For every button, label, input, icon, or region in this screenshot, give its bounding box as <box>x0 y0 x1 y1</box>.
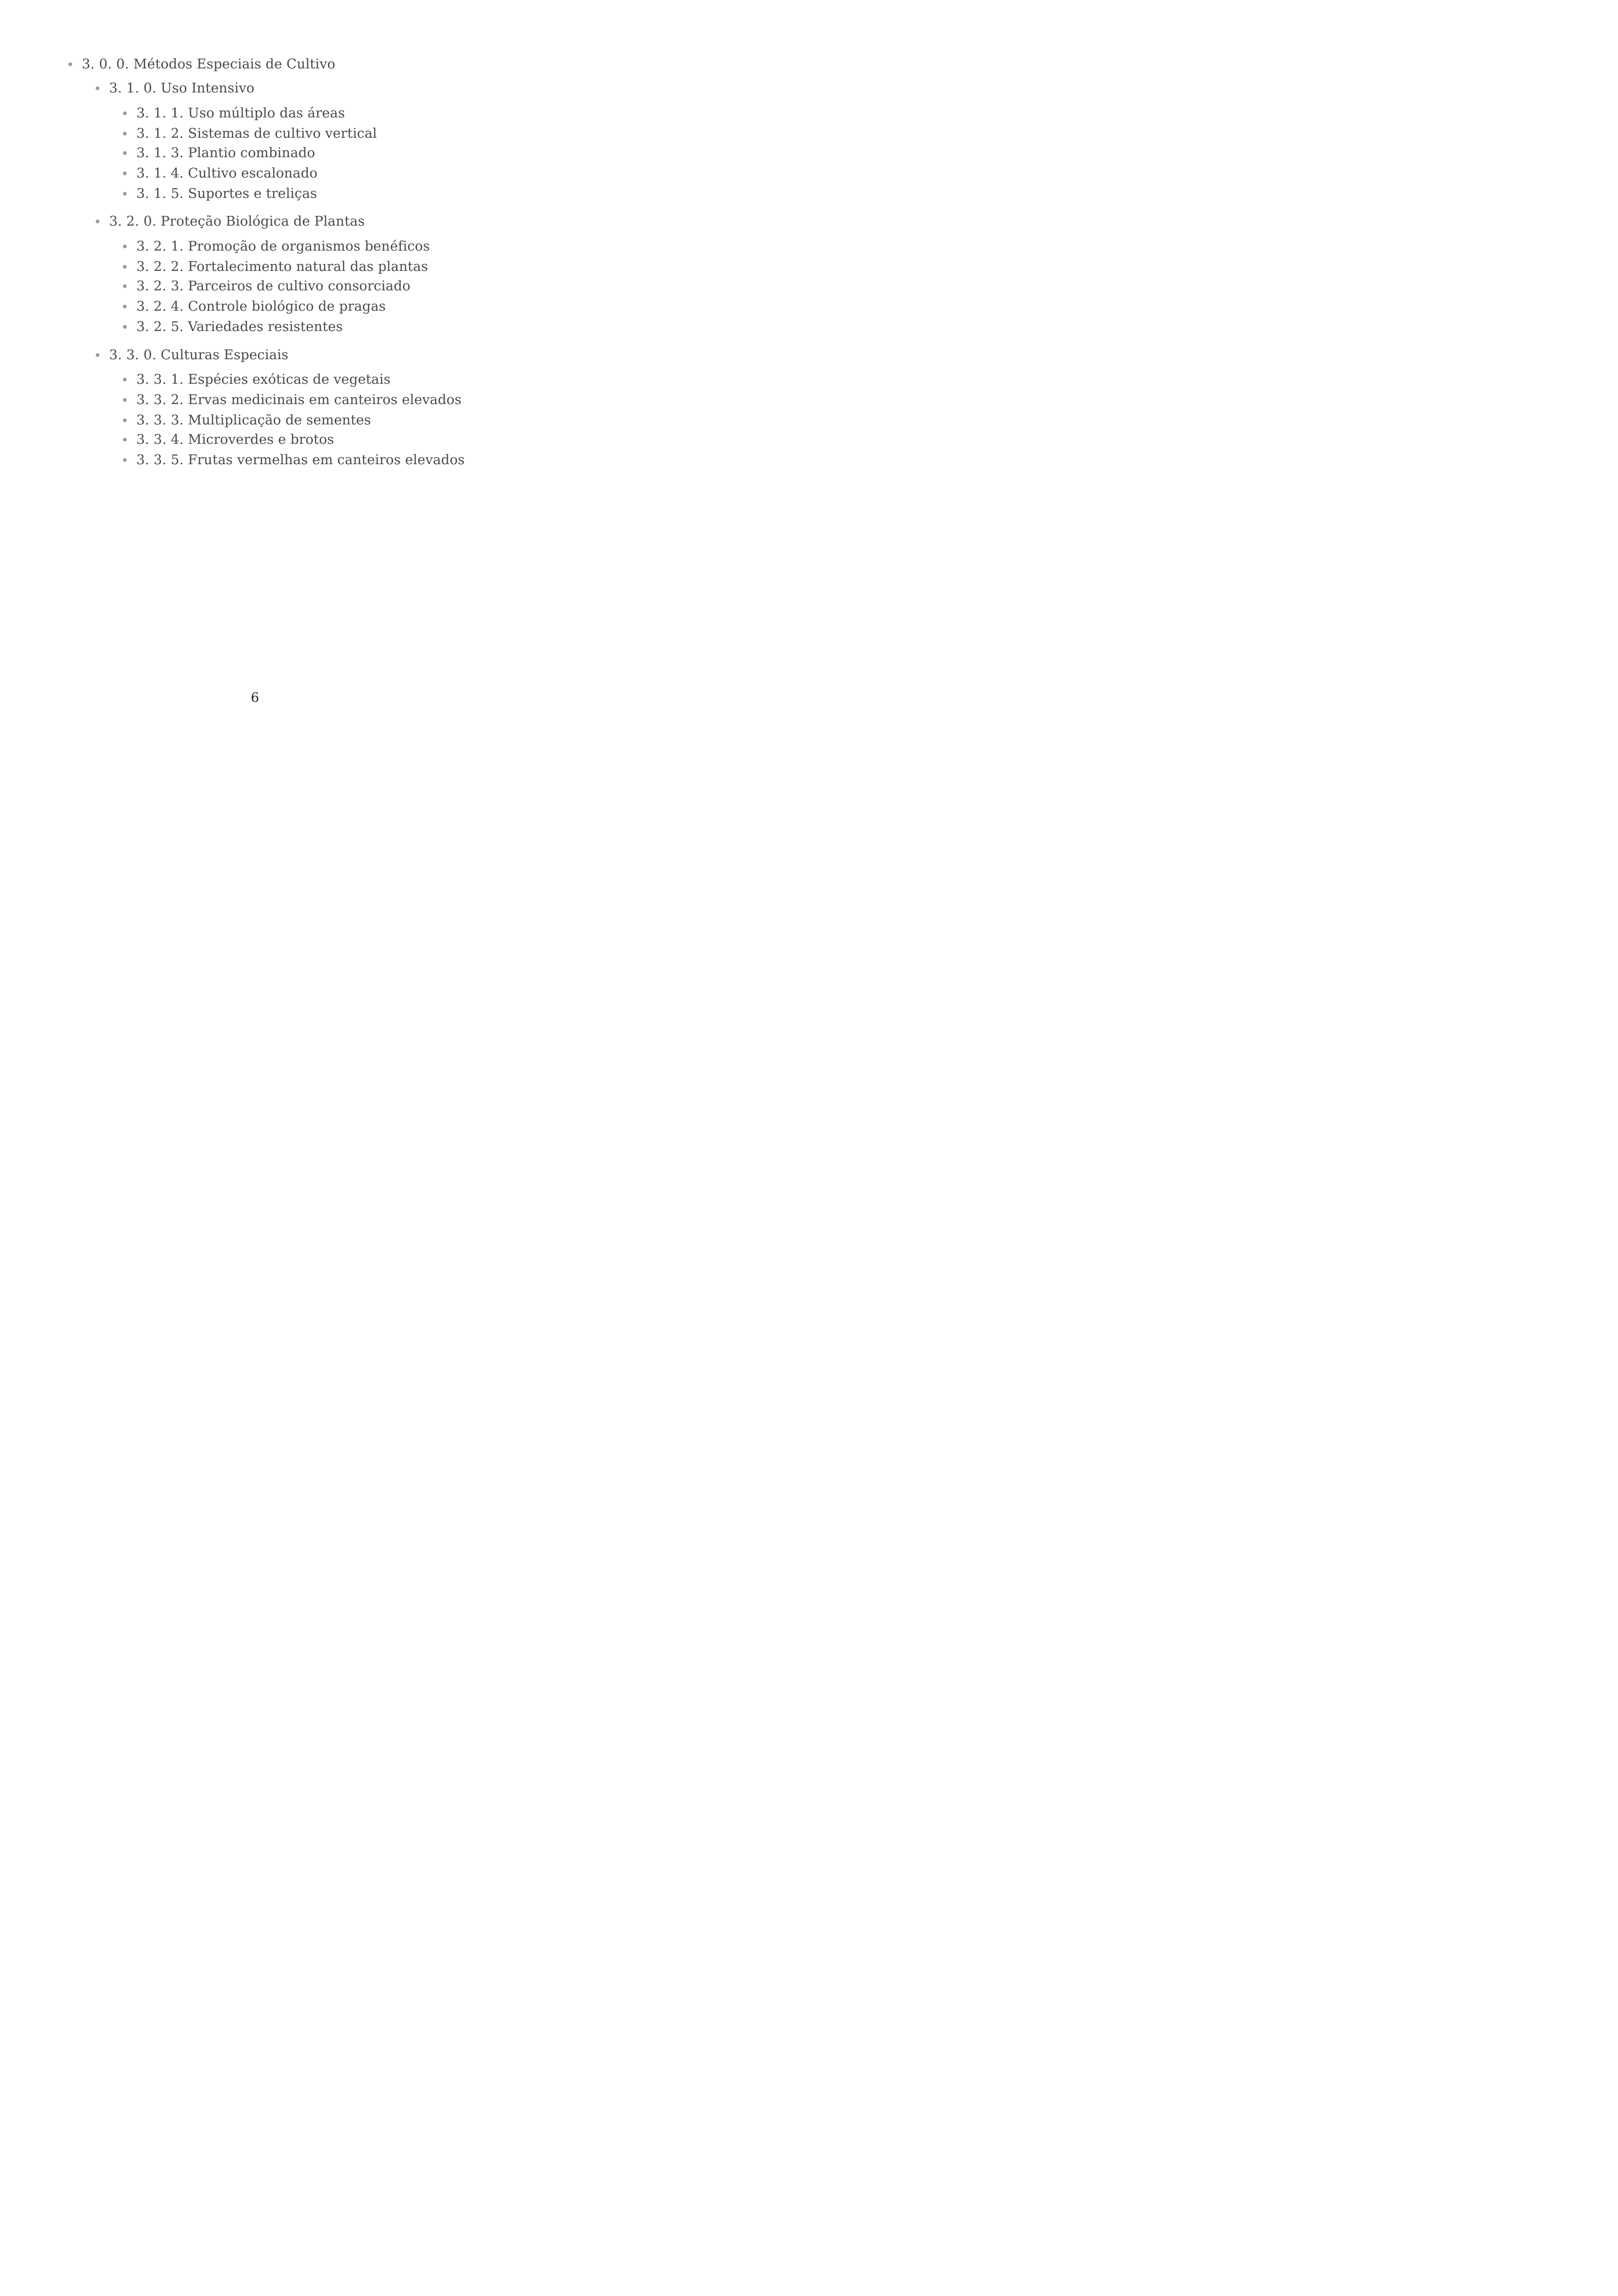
bullet-icon <box>123 458 127 462</box>
list-item-text: 3. 2. 1. Promoção de organismos benéficos <box>136 238 430 254</box>
list-item-text: 3. 1. 1. Uso múltiplo das áreas <box>136 105 345 121</box>
bullet-icon <box>123 245 127 248</box>
bullet-icon <box>123 305 127 308</box>
bullet-icon <box>123 418 127 422</box>
list-item-text: 3. 3. 1. Espécies exóticas de vegetais <box>136 371 391 387</box>
bullet-icon <box>123 132 127 135</box>
bullet-icon <box>123 111 127 115</box>
list-item-text: 3. 1. 2. Sistemas de cultivo vertical <box>136 125 377 141</box>
list-item-text: 3. 3. 3. Multiplicação de sementes <box>136 412 371 428</box>
subsection-title: 3. 3. 0. Culturas Especiais <box>109 347 288 362</box>
section-title: 3. 0. 0. Métodos Especiais de Cultivo <box>82 56 336 72</box>
bullet-icon <box>123 325 127 329</box>
bullet-icon <box>96 220 99 223</box>
subsection-title: 3. 1. 0. Uso Intensivo <box>109 80 255 96</box>
bullet-icon <box>123 151 127 155</box>
bullet-icon <box>123 438 127 442</box>
bullet-icon <box>68 62 72 66</box>
bullet-icon <box>96 86 99 90</box>
list-item-text: 3. 2. 4. Controle biológico de pragas <box>136 298 386 314</box>
list-item-text: 3. 2. 5. Variedades resistentes <box>136 319 343 334</box>
list-item-text: 3. 2. 2. Fortalecimento natural das plantas <box>136 258 428 274</box>
list-item-text: 3. 3. 2. Ervas medicinais em canteiros elevados <box>136 392 462 407</box>
list-item-text: 3. 1. 4. Cultivo escalonado <box>136 165 318 181</box>
list-item-text: 3. 2. 3. Parceiros de cultivo consorciado <box>136 278 411 294</box>
bullet-icon <box>96 353 99 357</box>
list-item-text: 3. 1. 3. Plantio combinado <box>136 145 315 160</box>
list-item-text: 3. 3. 4. Microverdes e brotos <box>136 431 334 447</box>
subsection-title: 3. 2. 0. Proteção Biológica de Plantas <box>109 213 365 229</box>
bullet-icon <box>123 378 127 381</box>
bullet-icon <box>123 192 127 196</box>
list-item-text: 3. 3. 5. Frutas vermelhas em canteiros elevados <box>136 452 465 467</box>
document-page <box>0 0 510 724</box>
bullet-icon <box>123 265 127 269</box>
bullet-icon <box>123 398 127 402</box>
page-number: 6 <box>251 690 259 705</box>
list-item-text: 3. 1. 5. Suportes e treliças <box>136 185 317 201</box>
bullet-icon <box>123 284 127 288</box>
bullet-icon <box>123 172 127 175</box>
